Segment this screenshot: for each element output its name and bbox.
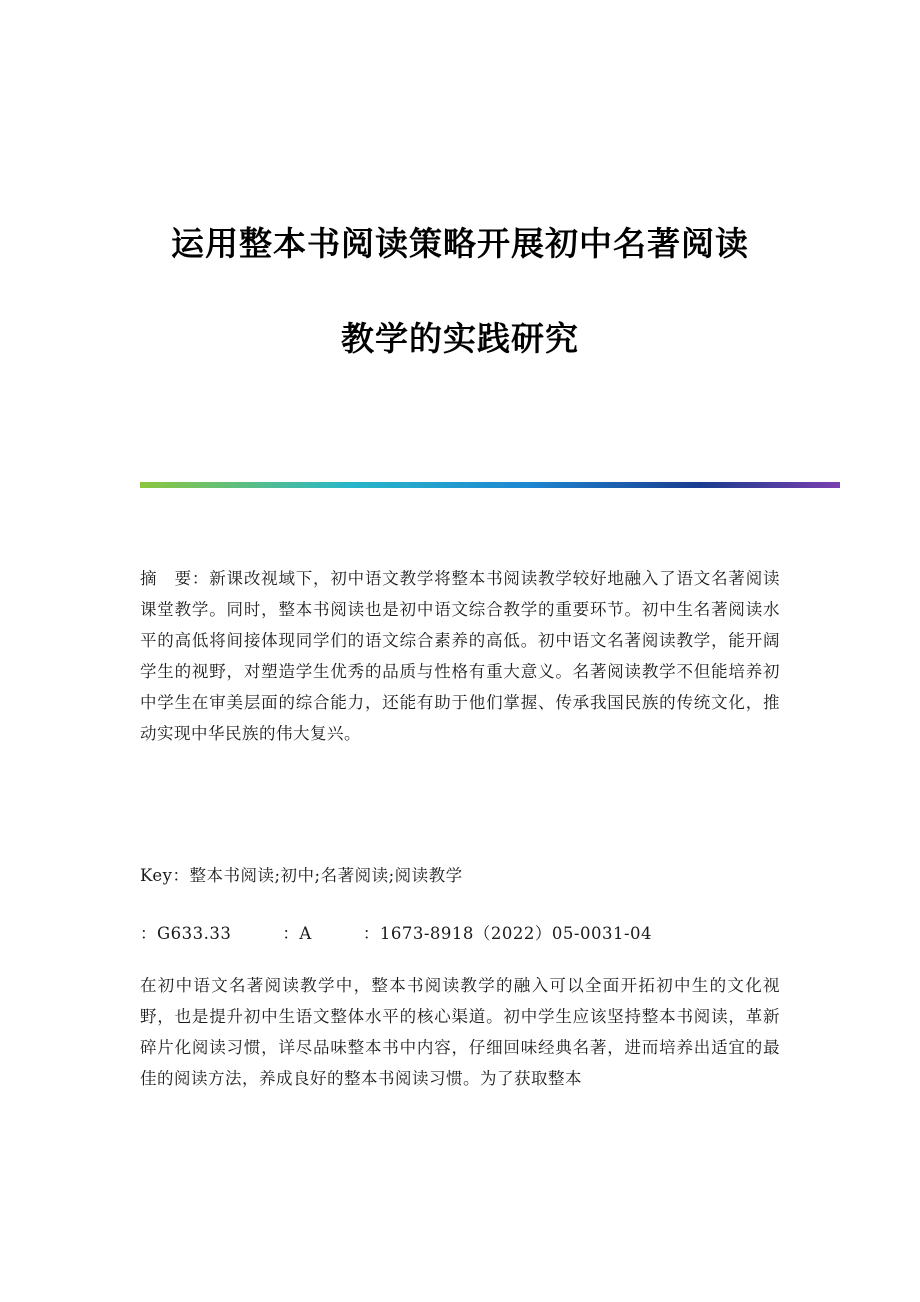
body-paragraph: 在初中语文名著阅读教学中，整本书阅读教学的融入可以全面开拓初中生的文化视野，也是提升初中生语文整体水平的核心渠道。初中学生应该坚持整本书阅读，革新碎片化阅读习惯，详尽品味整本书中内容，仔细回味经典名著，进而培养出适宜的最佳的阅读方法，养成良好的整本书阅读习惯。为了获取整本 <box>140 976 780 1088</box>
paper-title-line-1: 运用整本书阅读策略开展初中名著阅读 <box>171 224 749 263</box>
abstract-paragraph: 摘 要：新课改视域下，初中语文教学将整本书阅读教学较好地融入了语文名著阅读课堂教学。同时，整本书阅读也是初中语文综合教学的重要环节。初中生名著阅读水平的高低将间接体现同学们的语文综合素养的高低。初中语文名著阅读教学，能开阔学生的视野，对塑造学生优秀的品质与性格有重大意义。名著阅读教学不但能培养初中学生在审美层面的综合能力，还能有助于他们掌握、传承我国民族的传统文化，推动实现中华民族的伟大复兴。 <box>140 569 780 743</box>
title-divider <box>140 482 840 488</box>
classification-line: ：G633.33 ：A ：1673-8918（2022）05-0031-04 <box>140 924 653 943</box>
paper-title-line-2: 教学的实践研究 <box>341 319 579 358</box>
keywords-line: Key：整本书阅读;初中;名著阅读;阅读教学 <box>140 866 463 885</box>
